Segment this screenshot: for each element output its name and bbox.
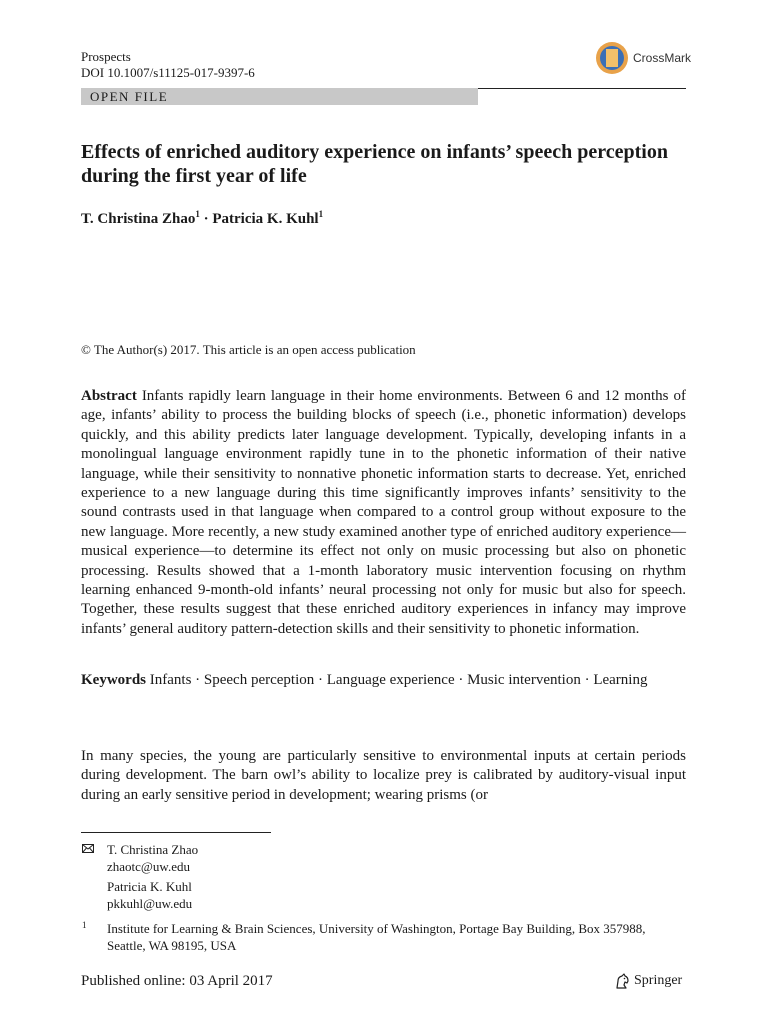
springer-horse-icon bbox=[614, 972, 632, 990]
footnote-author-email[interactable]: pkkuhl@uw.edu bbox=[107, 896, 193, 911]
footnote-author-name: T. Christina Zhao bbox=[107, 842, 199, 857]
crossmark-icon bbox=[596, 42, 628, 74]
abstract bbox=[81, 387, 686, 639]
copyright-notice: © The Author(s) 2017. This article is an open access publication bbox=[81, 342, 416, 357]
abstract-text: Infants rapidly learn language in their home environments. Between 6 and 12 months of age, infants’ ability to process the building blocks of speech (i.e., phonetic information) develops quickly, and this ability predicts later language development. Typically, developing infants in a monolingual language environment rapidly tune in to the phonetic information of their native language, while their sensitivity to nonnative phonetic information starts to decrease. Yet, enriched experience to a new language during this time significantly improves infants’ sensitivity to the sound contrasts used in that language when compared to a control group without exposure to the new language. More recently, a new study examined another type of enriched auditory experience—musical experience—to determine its effect not only on music processing but also on phonetic processing. Results showed that a 1-month laboratory music intervention focusing on rhythm learning enhanced 9-month-old infants’ neural processing not only for music but also for speech. Together, these results suggest that these enriched auditory experiences in infancy may improve infants’ general auditory pattern-detection skills and their sensitivity to phonetic information. bbox=[81, 388, 686, 637]
affiliation-number: 1 bbox=[82, 920, 87, 930]
envelope-icon bbox=[82, 844, 94, 853]
footnote-rule bbox=[81, 832, 271, 833]
author-line bbox=[81, 209, 323, 228]
open-file-banner: OPEN FILE bbox=[81, 88, 478, 105]
crossmark-badge[interactable] bbox=[596, 42, 692, 76]
footnote-author-name: Patricia K. Kuhl bbox=[107, 879, 192, 894]
corresponding-author bbox=[107, 841, 198, 875]
footnote-author-email[interactable]: zhaotc@uw.edu bbox=[107, 859, 190, 874]
journal-name: Prospects bbox=[81, 49, 131, 64]
published-date: Published online: 03 April 2017 bbox=[81, 973, 273, 989]
keywords bbox=[81, 671, 686, 690]
abstract-label: Abstract bbox=[81, 388, 137, 404]
author-affiliation-sup: 1 bbox=[195, 209, 200, 219]
keywords-text: Infants · Speech perception · Language experience · Music intervention · Learning bbox=[149, 672, 648, 688]
author-affiliation-sup: 1 bbox=[318, 209, 324, 219]
author-name[interactable]: Patricia K. Kuhl bbox=[212, 211, 319, 227]
keywords-label: Keywords bbox=[81, 672, 146, 688]
author-separator: · bbox=[203, 211, 209, 227]
second-author bbox=[107, 878, 192, 912]
article-title: Effects of enriched auditory experience on infants’ speech perception during the first year of life bbox=[81, 141, 668, 187]
intro-paragraph: In many species, the young are particularly sensitive to environmental inputs at certain periods during development. The barn owl’s ability to localize prey is calibrated by auditory-visual input during an early sensitive period in development; wearing prisms (or bbox=[81, 748, 686, 803]
publisher-logo bbox=[614, 972, 694, 992]
publisher-name: Springer bbox=[634, 973, 683, 988]
affiliation: Institute for Learning & Brain Sciences, University of Washington, Portage Bay Building, Box 357988, Seattle, WA 98195, USA bbox=[107, 921, 646, 953]
doi[interactable]: DOI 10.1007/s11125-017-9397-6 bbox=[81, 65, 255, 80]
header-rule bbox=[478, 88, 686, 89]
author-name[interactable]: T. Christina Zhao bbox=[81, 211, 196, 227]
crossmark-label: CrossMark bbox=[633, 51, 692, 65]
